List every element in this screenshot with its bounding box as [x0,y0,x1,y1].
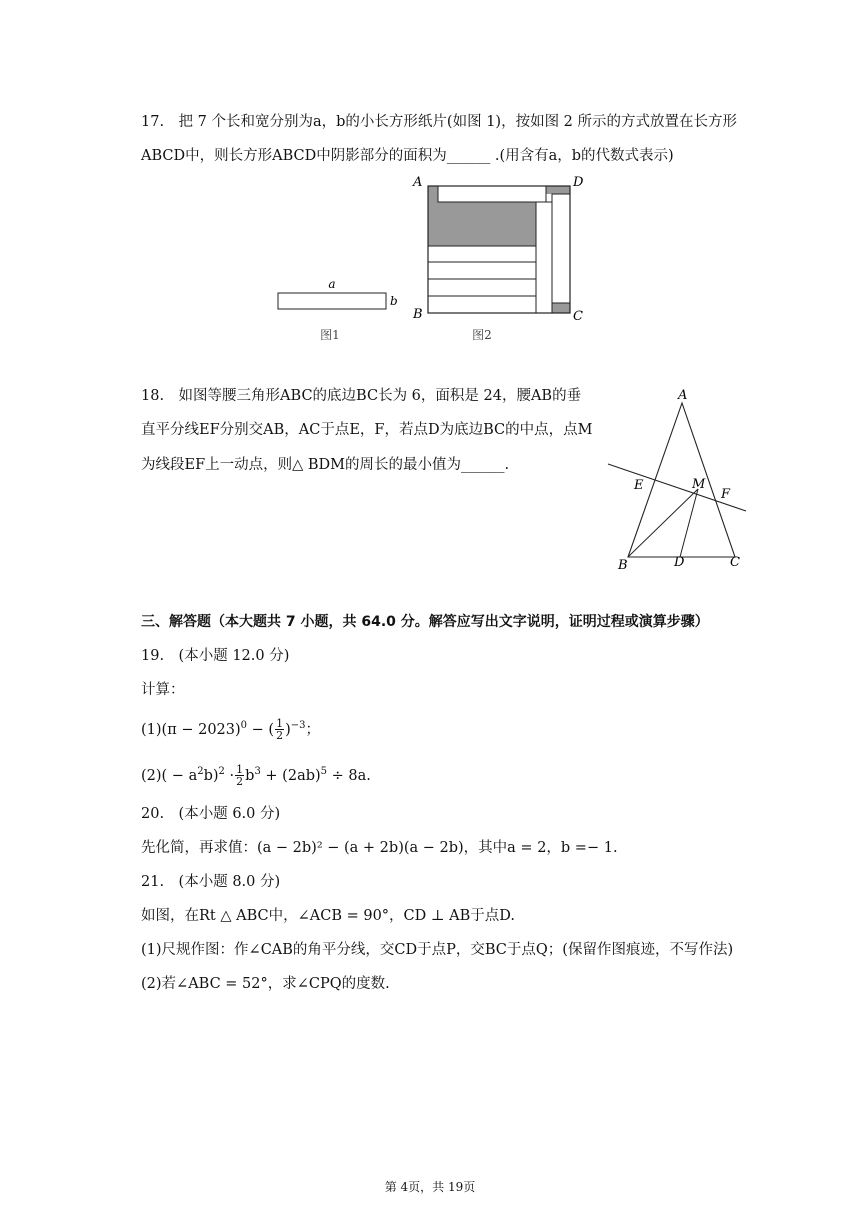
q19-header: 19. (本小题 12.0 分) [141,648,290,664]
fig2-vertex-b: B [413,307,423,322]
point-d: D [674,555,685,570]
section-3-header: 三、解答题（本大题共 7 小题，共 64.0 分。解答应写出文字说明，证明过程或演算步骤） [141,614,709,630]
fig2-vertex-c: C [573,309,583,324]
fig2-vertex-d: D [573,175,584,190]
fig2-strip-3 [428,279,536,296]
q19-part1: $(1)(\pi - 2023)^0$ − ( $\frac{1}{2}$ )$^{-3}$； [141,717,320,743]
q19-prompt: 计算： [141,682,185,698]
q18-line1: 18. 如图等腰三角形ABC的底边BC长为 6，面积是 24，腰AB的垂 [141,388,582,404]
fig2-strip-4 [428,296,536,313]
q21-line2: (1)尺规作图：作∠CAB的角平分线，交CD于点P，交BC于点Q；(保留作图痕迹，不写作法) [141,942,734,958]
fig2-vertex-a: A [413,175,423,190]
segment-bm [628,489,698,557]
page-footer: 第 4页，共 19页 [384,1180,476,1194]
fig2-strip-2 [428,262,536,279]
q21-line3: (2)若∠ABC = 52°，求∠CPQ的度数. [141,976,390,992]
triangle-abc [628,403,735,557]
q18-line3: 为线段EF上一动点，则△ BDM的周长的最小值为______. [141,457,510,473]
q17-line1: 17. 把 7 个长和宽分别为a，b的小长方形纸片(如图 1)，按如图 2 所示的方式放置在长方形 [141,114,738,130]
q19-part2: $(2)( - a^2b)^2$ · $\frac{1}{2}$ $b^3 + (2ab)^5 \div 8a$. [141,763,371,789]
fig1-label-a: a [328,277,336,291]
fig2-strip-1 [428,246,536,262]
point-a: A [678,388,688,403]
fig2-vertical-strip-1 [536,202,552,313]
q20-header: 20. (本小题 6.0 分) [141,806,281,822]
fig2-vertical-strip-2 [552,194,570,303]
fig1-caption: 图1 [320,328,340,342]
q18-line2: 直平分线EF分别交AB，AC于点E，F，若点D为底边BC的中点，点M [141,422,593,438]
fig1-rectangle [278,293,386,309]
q17-line2: ABCD中，则长方形ABCD中阴影部分的面积为______ .(用含有a，b的代数式表示) [141,148,674,164]
q20-body: 先化简，再求值：(a − 2b)² − (a + 2b)(a − 2b)，其中a = 2，b =− 1. [141,840,618,856]
point-c: C [730,555,740,570]
point-f: F [721,487,731,502]
q17-figure [260,168,600,348]
q21-line1: 如图，在Rt △ ABC中，∠ACB = 90°，CD ⊥ AB于点D. [141,908,515,924]
q21-header: 21. (本小题 8.0 分) [141,874,281,890]
point-e: E [634,478,644,493]
q18-triangle-figure [600,385,760,580]
fig2-shaded-bottom-right [552,303,570,313]
point-m: M [692,477,706,492]
fig2-top-strip [438,186,546,202]
segment-dm [680,489,698,557]
fig1-label-b: b [390,294,398,308]
point-b: B [618,558,628,573]
fig2-caption: 图2 [472,328,492,342]
